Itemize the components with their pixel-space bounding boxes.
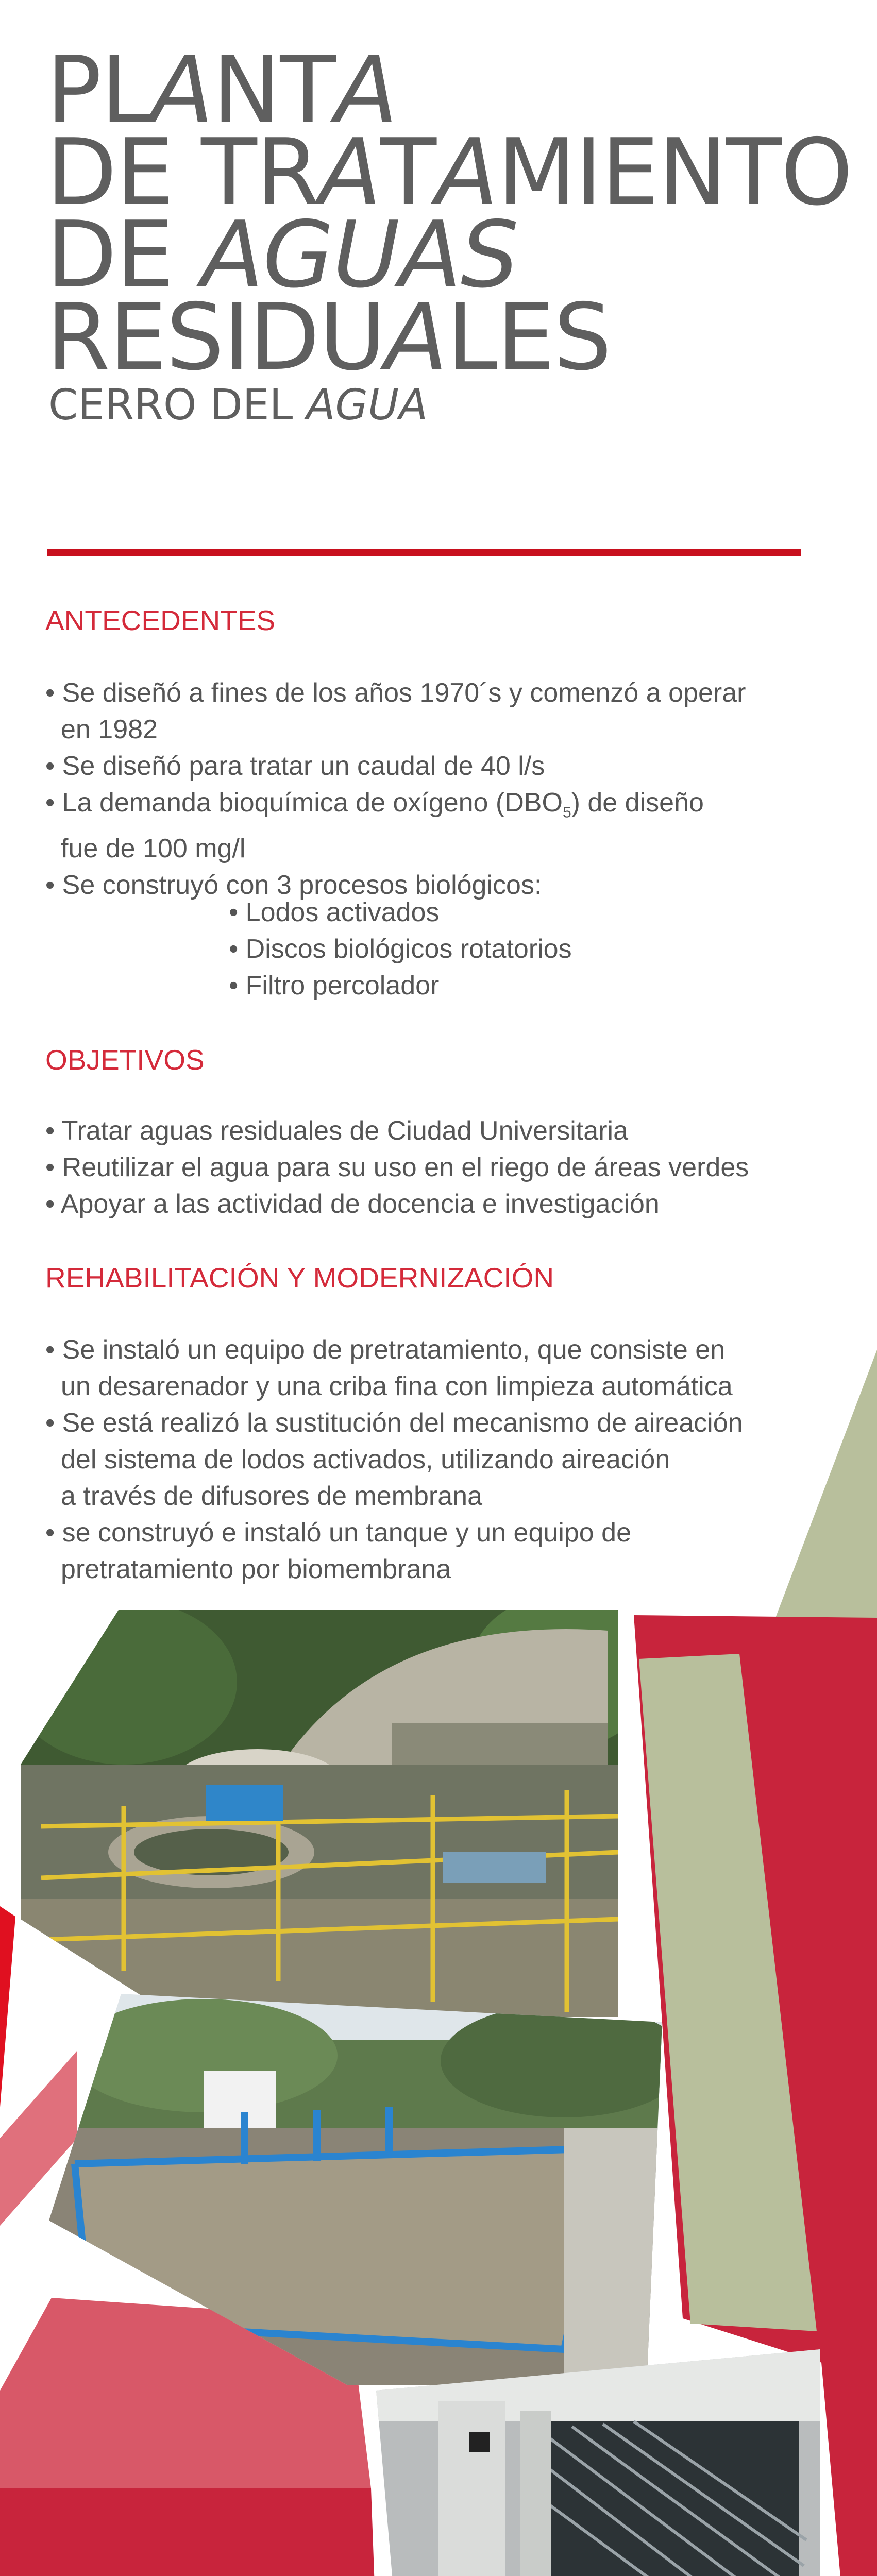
list-item: • Se construyó con 3 procesos biológicos: <box>45 867 746 904</box>
title-line-4: RESIDUALES <box>46 284 611 391</box>
title-line-1: PLANTA <box>46 37 397 143</box>
title-line-3: DE AGUAS <box>46 201 518 308</box>
list-item: • Reutilizar el agua para su uso en el riego de áreas verdes <box>45 1149 749 1186</box>
title-divider <box>47 549 801 556</box>
title-line-2: DE TRATAMIENTO <box>46 119 852 226</box>
list-item: • Se está realizó la sustitución del mecanismo de aireación del sistema de lodos activados, utilizando aireación a través de difusores de membrana <box>45 1405 743 1515</box>
process-sublist <box>229 894 572 1004</box>
list-item: • Se diseñó a fines de los años 1970´s y comenzó a operar en 1982 <box>45 675 746 748</box>
poster-title-block <box>46 37 852 430</box>
crimson-panel-bottom-left <box>0 2488 376 2576</box>
sage-shard-top-right <box>775 1350 877 1618</box>
section-heading-objetivos: OBJETIVOS <box>45 1044 205 1076</box>
list-item: • se construyó e instaló un tanque y un equipo de pretratamiento por biomembrana <box>45 1515 743 1588</box>
list-item: • Apoyar a las actividad de docencia e investigación <box>45 1186 749 1223</box>
sub-list-item: • Lodos activados <box>229 894 572 931</box>
crimson-panel-bottom-right <box>819 2339 877 2576</box>
treatment-plant-photo <box>21 1610 623 2022</box>
bright-red-shard-left <box>0 1906 15 2107</box>
rotating-discs-photo <box>376 2349 820 2576</box>
antecedentes-list <box>45 675 746 904</box>
poster-subtitle: CERRO DEL AGUA <box>48 381 428 430</box>
list-item: • Se diseñó para tratar un caudal de 40 l/s <box>45 748 746 785</box>
sub-list-item: • Discos biológicos rotatorios <box>229 931 572 968</box>
list-item: • Se instaló un equipo de pretratamiento, que consiste en un desarenador y una criba fina con limpieza automática <box>45 1332 743 1405</box>
sub-list-item: • Filtro percolador <box>229 968 572 1004</box>
section-heading-antecedentes: ANTECEDENTES <box>45 604 276 636</box>
list-item: • Tratar aguas residuales de Ciudad Universitaria <box>45 1113 749 1149</box>
section-heading-rehabilitacion: REHABILITACIÓN Y MODERNIZACIÓN <box>45 1262 554 1294</box>
rehabilitacion-list <box>45 1332 743 1588</box>
list-item: • La demanda bioquímica de oxígeno $(DBO_5)$ de diseño fue de 100 mg/l <box>45 785 746 867</box>
aeration-tank-photo <box>49 1994 667 2385</box>
objetivos-list <box>45 1113 749 1223</box>
